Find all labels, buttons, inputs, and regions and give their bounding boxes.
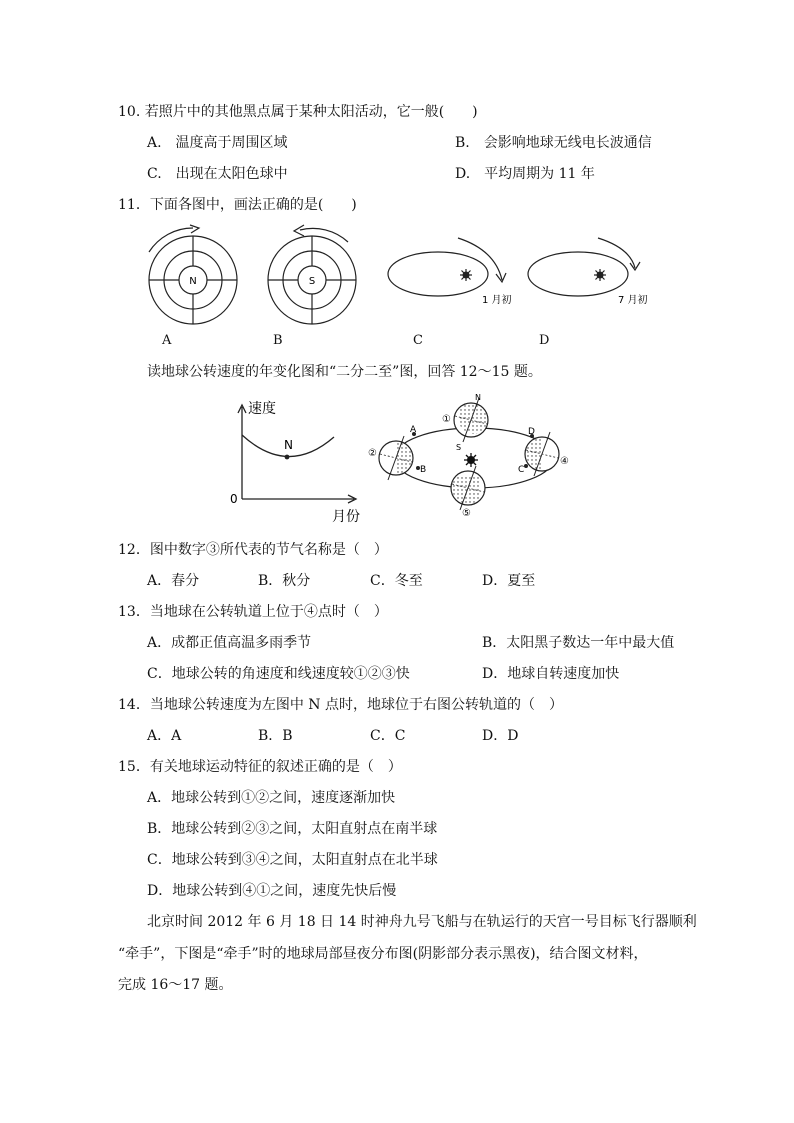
q11-caption-b: B (273, 333, 283, 348)
q11-figure-d (528, 238, 640, 296)
q11-figure-c (388, 238, 506, 296)
orbit-sun (464, 453, 478, 467)
q11-pole-s: S (308, 276, 316, 287)
q11-stem: 11．下面各图中，画法正确的是( ) (118, 197, 357, 213)
q13-stem: 13．当地球在公转轨道上位于④点时（ ） (118, 604, 388, 620)
speed-chart (228, 395, 368, 527)
q11-month-d: 7 月初 (618, 295, 648, 306)
q10-option-b: B. 会影响地球无线电长波通信 (455, 135, 652, 151)
q11-figure-a (149, 225, 237, 324)
q12-option-b: B．秋分 (258, 573, 311, 589)
speed-chart-xlabel: 月份 (332, 509, 360, 525)
q10-option-d: D. 平均周期为 11 年 (455, 166, 595, 182)
orbit-letter-a: A (410, 425, 417, 435)
q12-option-c: C．冬至 (370, 573, 423, 589)
para16-line1: 北京时间 2012 年 6 月 18 日 14 时神舟九号飞船与在轨运行的天宫一号目标飞行器顺利 (147, 914, 697, 930)
q14-option-a: A．A (147, 728, 182, 744)
orbit-letter-c: C (518, 465, 525, 475)
orbit-earth-bottom (451, 466, 485, 510)
q11-caption-a: A (162, 333, 172, 348)
q15-option-b: B．地球公转到②③之间，太阳直射点在南半球 (147, 821, 438, 837)
intro-12-15: 读地球公转速度的年变化图和“二分二至”图，回答 12～15 题。 (147, 364, 542, 380)
q15-option-d: D．地球公转到④①之间，速度先快后慢 (147, 883, 397, 899)
q12-option-a: A．春分 (147, 573, 200, 589)
q11-month-c: 1 月初 (482, 295, 512, 306)
q13-option-d: D．地球自转速度加快 (482, 666, 620, 682)
orbit-marker-2: ② (368, 448, 377, 459)
orbit-earth-top (454, 398, 488, 442)
orbit-earth-right (525, 432, 559, 476)
orbit-letter-d: D (528, 427, 535, 437)
q11-figure-b (268, 225, 356, 324)
speed-chart-ylabel: 速度 (248, 401, 276, 417)
q11-figures (130, 218, 670, 330)
speed-chart-point-label: N (284, 438, 293, 452)
orbit-marker-1: ① (442, 414, 451, 425)
orbit-marker-4: ④ (560, 456, 569, 467)
q12-option-d: D．夏至 (482, 573, 536, 589)
q15-stem: 15．有关地球运动特征的叙述正确的是（ ） (118, 759, 402, 775)
q11-sun-c (460, 269, 472, 281)
q14-option-c: C．C (370, 728, 406, 744)
q12-stem: 12．图中数字③所代表的节气名称是（ ） (118, 542, 388, 558)
q14-option-b: B．B (258, 728, 293, 744)
q10-stem: 10. 若照片中的其他黑点属于某种太阳活动，它一般( ) (118, 104, 478, 120)
orbit-pole-n: N (475, 393, 481, 402)
q13-option-b: B．太阳黑子数达一年中最大值 (482, 635, 675, 651)
q10-option-c: C. 出现在太阳色球中 (147, 166, 288, 182)
orbit-pole-s: S (456, 443, 462, 452)
orbit-diagram (364, 390, 574, 520)
q15-option-c: C．地球公转到③④之间，太阳直射点在北半球 (147, 852, 438, 868)
speed-chart-point-n (285, 455, 290, 460)
q11-caption-c: C (413, 333, 423, 348)
orbit-letter-b: B (420, 465, 427, 475)
para16-line3: 完成 16～17 题。 (118, 977, 233, 993)
q13-option-a: A．成都正值高温多雨季节 (147, 635, 312, 651)
orbit-earth-left (379, 436, 413, 480)
q11-caption-d: D (539, 333, 550, 348)
q14-stem: 14．当地球公转速度为左图中 N 点时，地球位于右图公转轨道的（ ） (118, 697, 563, 713)
q11-pole-n: N (189, 276, 197, 287)
q13-option-c: C．地球公转的角速度和线速度较①②③快 (147, 666, 410, 682)
orbit-marker-5: ⑤ (462, 508, 471, 519)
speed-chart-origin: 0 (230, 492, 238, 506)
q15-option-a: A．地球公转到①②之间，速度逐渐加快 (147, 790, 396, 806)
q11-sun-d (594, 269, 606, 281)
q10-option-a: A. 温度高于周围区域 (147, 135, 288, 151)
q14-option-d: D．D (482, 728, 519, 744)
para16-line2: “牵手”，下图是“牵手”时的地球局部昼夜分布图(阴影部分表示黑夜)，结合图文材料， (118, 946, 648, 962)
